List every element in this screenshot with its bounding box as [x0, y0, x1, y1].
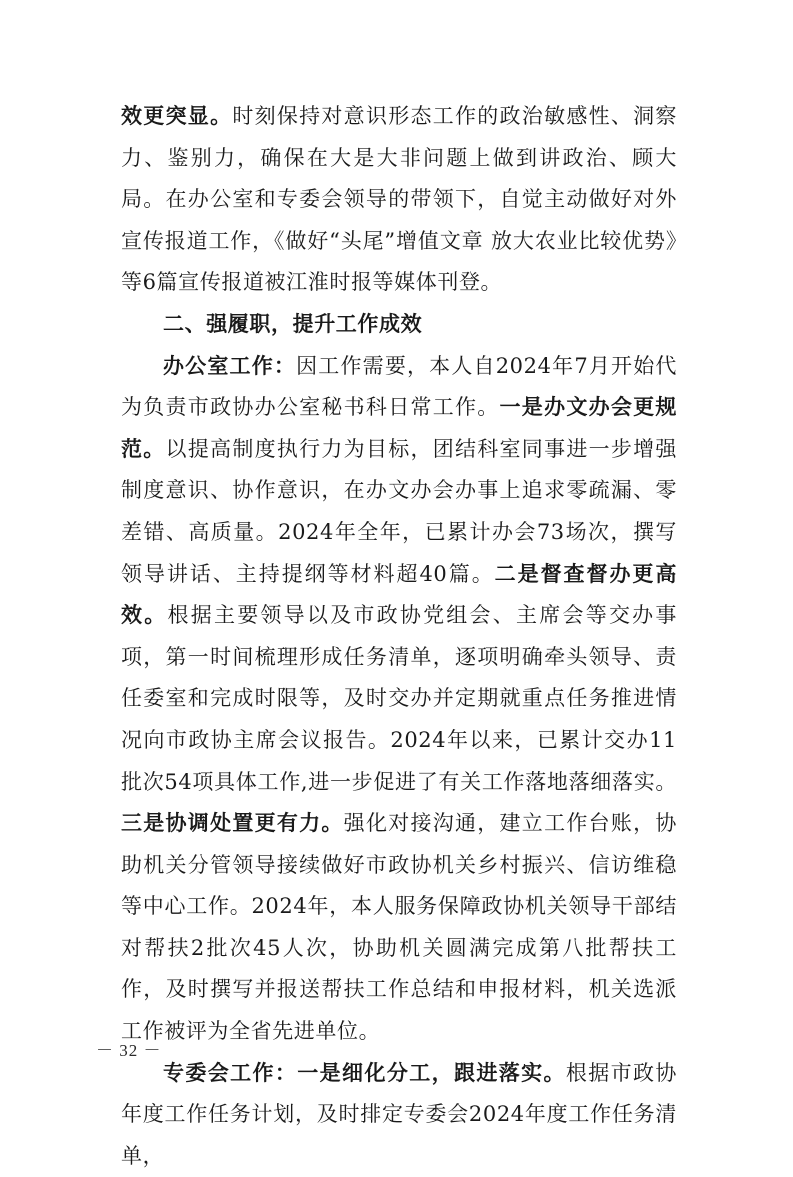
bold-phrase: 一是办文办会更规范。 [121, 395, 677, 461]
paragraph-committee-work [121, 1053, 677, 1177]
paragraph-text: 时刻保持对意识形态工作的政治敏感性、洞察力、鉴别力，确保在大是大非问题上做到讲政治、顾大局。在办公室和专委会领导的带领下，自觉主动做好对外宣传报道工作，《做好“头尾”增值文章 放大农业比较优势》等6篇宣传报道被江淮时报等媒体刊登。 [121, 104, 678, 295]
paragraph-office-work [121, 346, 677, 1053]
paragraph-text: 因工作需要，本人自2024年7月开始代为负责市政协办公室秘书科日常工作。 [121, 353, 678, 420]
bold-phrase: 一是细化分工，跟进落实。 [297, 1060, 566, 1085]
body-text [121, 96, 677, 1177]
bold-phrase: 效更突显。 [121, 104, 233, 128]
bold-phrase: 三是协调处置更有力。 [121, 811, 344, 836]
paragraph-label: 办公室工作： [163, 353, 297, 378]
paragraph-text: 根据主要领导以及市政协党组会、主席会等交办事项，第一时间梳理形成任务清单，逐项明确牵头领导、责任委室和完成时限等，及时交办并定期就重点任务推进情况向市政协主席会议报告。2024年以来，已累计交办11批次54项具体工作,进一步促进了有关工作落地落细落实。 [121, 603, 678, 794]
section-heading: 二、强履职，提升工作成效 [163, 311, 423, 336]
paragraph-text: 根据市政协年度工作任务计划，及时排定专委会2024年度工作任务清单， [121, 1060, 677, 1168]
page-number: － 32 － [96, 1041, 162, 1060]
paragraph-label: 专委会工作： [163, 1060, 298, 1085]
paragraph-text: 强化对接沟通，建立工作台账，协助机关分管领导接续做好市政协机关乡村振兴、信访维稳等中心工作。2024年，本人服务保障政协机关领导干部结对帮扶2批次45人次，协助机关圆满完成第八批帮扶工作，及时撰写并报送帮扶工作总结和申报材料，机关选派工作被评为全省先进单位。 [121, 811, 678, 1044]
paragraph-text: 以提高制度执行力为目标，团结科室同事进一步增强制度意识、协作意识，在办文办会办事上追求零疏漏、零差错、高质量。2024年全年，已累计办会73场次，撰写领导讲话、主持提纲等材料超40篇。 [121, 436, 677, 586]
bold-phrase: 二是督查督办更高效。 [121, 561, 677, 628]
paragraph-1 [121, 96, 677, 304]
